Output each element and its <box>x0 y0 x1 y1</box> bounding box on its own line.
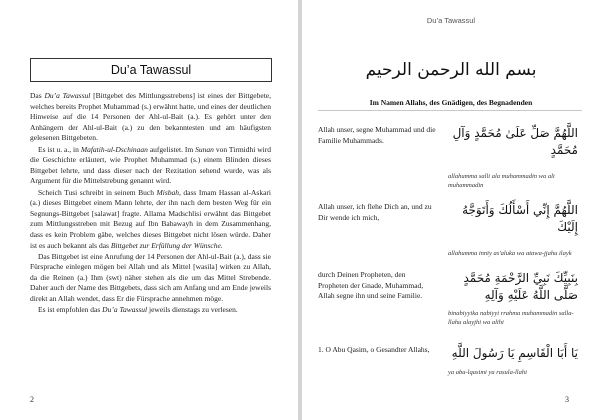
page-number-right: 3 <box>565 395 569 404</box>
body-text <box>30 91 271 316</box>
paragraph-text: . <box>220 240 223 250</box>
german-text: Allah unser, segne Muhammad und die Familie Muhammads. <box>318 125 436 145</box>
arabic-text: بِنَبِيِّكَ نَبِيِّ الرَّحْمَةِ مُحَمَّدٍ صَلَّى اللَّهُ عَلَيْهِ وَآلِهِ <box>463 271 578 302</box>
body-paragraph <box>30 91 271 144</box>
paragraph-text: Das <box>30 91 45 100</box>
left-page <box>0 0 298 420</box>
italic-term: Sunan <box>195 144 214 154</box>
paragraph-text: aufgelistet. Im <box>147 144 196 154</box>
german-text: 1. O Abu Qasim, o Gesandter Allahs, <box>318 345 430 354</box>
italic-term: Misbah <box>156 187 180 197</box>
german-text: Allah unser, ich flehe Dich an, und zu Dir wende ich mich, <box>318 202 432 222</box>
paragraph-text: , dass Imam Hassan al-Askari (a.) dieses Bittgebet einem Mann lehrte, der ihn nach dem besten Weg für ein Segnungs-Bittgebet [salawat] fragte. Allama Madschlisi erwähnt das Bittgebet zum Mittlungsstreben mit Bezug auf Ibn Babawayh in dem Zusammenhang, dass es kein Problem gäbe, welches dieses Bittgebet nicht lösen würde. Daher ist es auch bekannt als das <box>30 187 271 250</box>
italic-term: Du’a Tawassul <box>102 305 148 315</box>
transliteration: allahumma innīy as'aluka wa atawa-jjahu ilayk <box>448 250 572 257</box>
transliteration: binabiyyika nabiyyi rrahma muhammadin salla-llahu alayjhi wa alihi <box>448 310 574 326</box>
german-text: durch Deinen Propheten, den Propheten der Gnade, Muhammad, Allah segne ihn und seine Familie. <box>318 270 424 300</box>
transliteration: ya aba-lqasimi ya rasula-llahi <box>448 369 527 376</box>
arabic-text: اللَّهُمَّ إِنِّي أَسْأَلُكَ وَأَتَوَجَّهُ إِلَيْكَ <box>462 203 578 234</box>
transliteration: allahumma salli ala muhammadin wa ali muhammadin <box>448 173 555 189</box>
italic-term: Mafatih-ul-Dschinaan <box>80 144 148 154</box>
right-page <box>302 0 600 420</box>
paragraph-text: von Tirmidhi wird die Geschichte erläutert, wie Prophet Muhammad (s.) einem Blinden dieses Bittgebet lehrte, und dass dieser nach der Rezitation sehend wurde, was als Argument für die Mittelstrebung genannt wird. <box>30 144 272 186</box>
paragraph-text: Das Bittgebet ist eine Anrufung der 14 Personen der Ahl-ul-Bait (a.), dass sie Fürsprache einlegen mögen bei Allah und als Mittel [wasila] wirken zu Allah, da die Reinen (a.) Ihm (swt) näher stehen als die um das Mittel Strebende. Daher auch der Name des Bittgebets, dass sich am Anfang und am Ende jeweils direkt an Allah wendet, dass Er die Fürsprache annehmen möge. <box>30 251 271 304</box>
running-head: Du’a Tawassul <box>426 16 476 25</box>
paragraph-text: Es ist u. a., in <box>38 144 81 154</box>
arabic-text: يَا أَبَا الْقَاسِمِ يَا رَسُولَ اللَّهِ <box>451 346 578 360</box>
paragraph-text: [Bittgebet des Mittlungsstrebens] ist eines der Bittgebete, welches bereits Prophet Muhammad (s.) erwähnt hatte, und eines der deutlichen Hinweise auf die 14 Personen der Ahl-ul-Bait (a.). Es gehört unter den Anhängern der Ahl-ul-Bait (a.) zu den bekanntesten und am häufigsten gelesenen Bittgebeten. <box>30 91 271 143</box>
page-number-left: 2 <box>30 395 34 404</box>
body-paragraph <box>30 145 271 187</box>
italic-term: Du’a Tawassul <box>44 91 91 100</box>
paragraph-text: Es ist empfohlen das <box>38 305 103 315</box>
body-paragraph <box>30 305 271 316</box>
basmala-arabic: بسم الله الرحمن الرحيم <box>365 60 537 80</box>
chapter-title: Du’a Tawassul <box>30 58 272 82</box>
paragraph-text: jeweils dienstags zu verlesen. <box>147 305 238 315</box>
italic-term: Bittgebet zur Erfüllung der Wünsche <box>110 240 221 250</box>
body-paragraph <box>30 252 271 305</box>
paragraph-text: Scheich Tusi schreibt in seinem Buch <box>38 187 157 197</box>
divider <box>318 110 582 111</box>
basmala-translation: Im Namen Allahs, des Gnädigen, des Begnadenden <box>369 98 533 107</box>
body-paragraph <box>30 188 271 252</box>
arabic-text: اللَّهُمَّ صَلِّ عَلَىٰ مُحَمَّدٍ وَآلِ مُحَمَّدٍ <box>452 126 578 157</box>
